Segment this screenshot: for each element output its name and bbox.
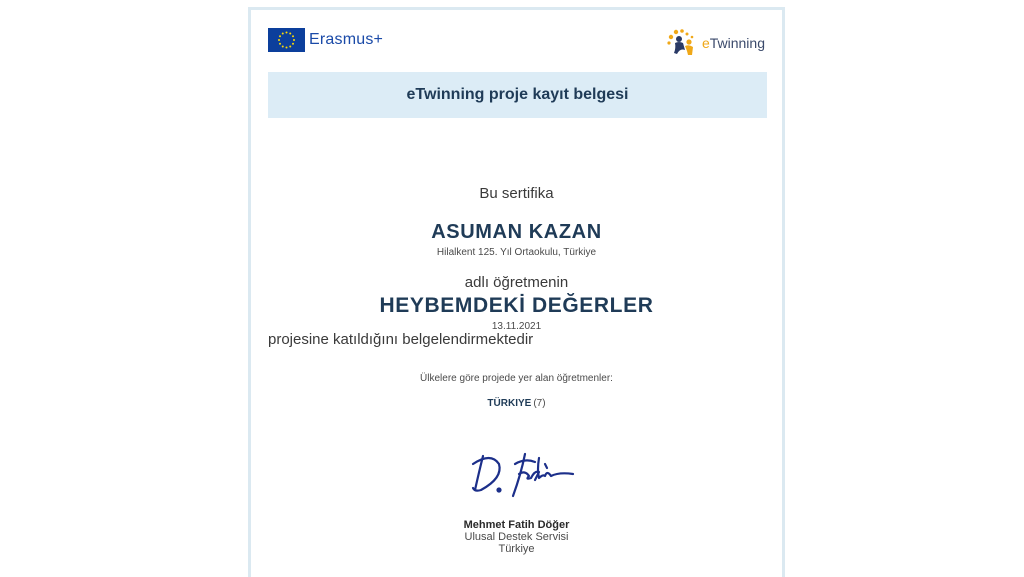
etwinning-logo [665, 28, 765, 58]
header-logos [251, 10, 782, 70]
etwinning-logo-text [702, 35, 765, 51]
title-banner [268, 72, 767, 118]
teacher-of-text: adlı öğretmenin [464, 274, 569, 291]
etwinning-logo-rest: Twinning [709, 35, 765, 51]
certificate-title: eTwinning proje kayıt belgesi [406, 86, 629, 103]
erasmus-plus-logo [268, 28, 383, 52]
etwinning-logo-e: e [701, 35, 710, 51]
project-name: HEYBEMDEKİ DEĞERLER [379, 294, 654, 317]
eu-flag-icon [268, 28, 305, 52]
certificate-intro: Bu sertifika [479, 185, 554, 202]
etwinning-figures-icon [665, 28, 701, 58]
countries-label: Ülkelere göre projede yer alan öğretmenler: [420, 373, 613, 384]
school-name: Hilalkent 125. Yıl Ortaokulu, Türkiye [436, 247, 597, 258]
country-name: TÜRKIYE [487, 398, 532, 409]
confirmation-text: projesine katıldığını belgelendirmektedir [268, 331, 534, 348]
signatory-name: Mehmet Fatih Döğer [463, 519, 570, 531]
signatory-country: Türkiye [498, 543, 535, 555]
erasmus-logo-text: Erasmus+ [309, 31, 384, 48]
country-entry [251, 398, 782, 409]
signatory-service: Ulusal Destek Servisi [464, 531, 569, 543]
country-teacher-count: (7) [533, 398, 546, 409]
certificate [248, 7, 785, 577]
teacher-name: ASUMAN KAZAN [431, 221, 602, 243]
signature [469, 450, 581, 504]
project-date: 13.11.2021 [491, 321, 542, 332]
